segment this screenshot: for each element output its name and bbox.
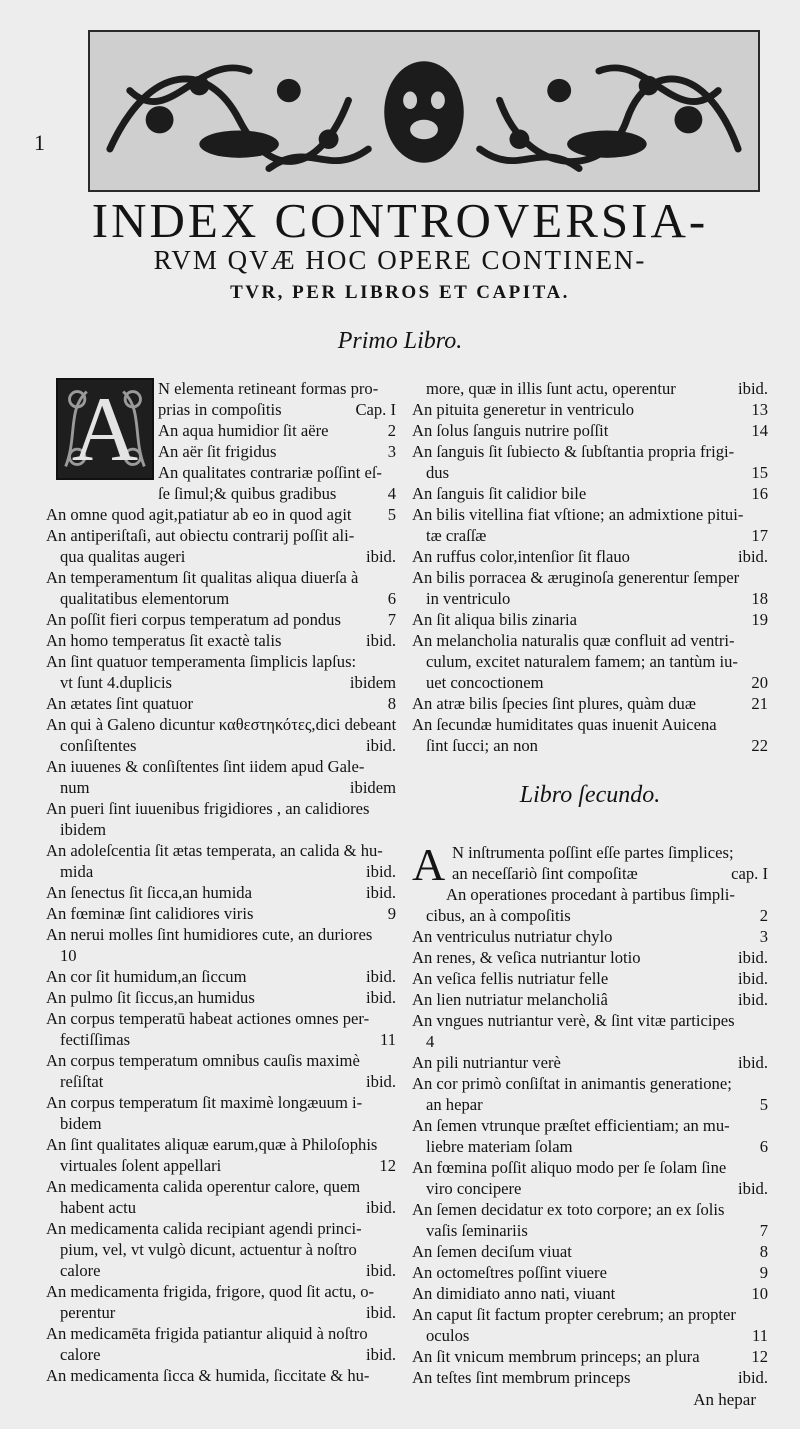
index-entry-text: An ſemen decidatur ex toto corpore; an ex ſolis [412, 1200, 725, 1219]
decorative-woodcut-banner [88, 30, 760, 192]
index-entry-page: ibid. [738, 379, 768, 398]
index-entry-page: 14 [751, 421, 768, 440]
index-entry-text: An operationes procedant à partibus ſimpli- [446, 885, 735, 904]
index-entry-page: ibid. [738, 1179, 768, 1198]
page-mark: 1 [34, 130, 45, 155]
index-entry-page: ibid. [738, 948, 768, 967]
index-entry-text: An nerui molles ſint humidiores cute, an duriores [46, 925, 373, 944]
index-entry-page: 8 [759, 1242, 768, 1261]
index-entry-text: An bilis vitellina fiat vſtione; an admixtione pitui- [412, 505, 744, 524]
index-entry-text: An adoleſcentia ſit ætas temperata, an calida & hu- [46, 841, 383, 860]
index-entry-page: ibid. [366, 862, 396, 881]
index-entry-text: An medicamenta frigida, frigore, quod ſit actu, o- [46, 1282, 375, 1301]
index-entry-text: An ventriculus nutriatur chylo [412, 927, 613, 946]
index-entry-text: An iuuenes & conſiſtentes ſint iidem apud Gale- [46, 757, 365, 776]
index-entry-page: 2 [387, 421, 396, 440]
index-entry-page: ibid. [366, 736, 396, 755]
index-entry-page: 7 [387, 610, 396, 629]
index-entry-page: 6 [387, 589, 396, 608]
right-index-column-primo [412, 378, 768, 758]
index-entry-text: fectiſſimas [60, 1030, 131, 1049]
index-entry-text: An aër ſit frigidus [158, 442, 277, 461]
drop-cap-letter: A [71, 378, 139, 480]
index-entry-page: 9 [759, 1263, 768, 1282]
index-entry-text: perentur [60, 1303, 116, 1322]
index-entry-page: cap. I [731, 864, 768, 883]
left-index-column [46, 378, 396, 1388]
index-entry-text: vt ſunt 4.duplicis [60, 673, 173, 692]
index-entry-text: An fœmina poſſit aliquo modo per ſe ſolam ſine [412, 1158, 727, 1177]
index-entry-text: num [60, 778, 90, 797]
index-entry-text: An corpus temperatum ſit maximè longæuum i- [46, 1093, 363, 1112]
index-entry-text: An ruffus color,intenſior ſit flauo [412, 547, 630, 566]
index-entry-text: An veſica fellis nutriatur felle [412, 969, 609, 988]
index-entry-text: cibus, an à compoſitis [426, 906, 571, 925]
index-entry-text: pium, vel, vt vulgò dicunt, actuentur à noſtro [60, 1240, 357, 1259]
index-entry-text: an neceſſariò ſint compoſitæ [452, 864, 638, 883]
index-entry-text: An melancholia naturalis quæ confluit ad ventri- [412, 631, 735, 650]
index-entry-text: An pueri ſint iuuenibus frigidiores , an calidiores [46, 799, 370, 818]
index-entry-text: An ſit aliqua bilis zinaria [412, 610, 577, 629]
index-entry-page: ibid. [366, 1072, 396, 1091]
index-entry-page: 5 [387, 505, 396, 524]
index-entry-text: An temperamentum ſit qualitas aliqua diuerſa à [46, 568, 359, 587]
index-entry-text: An ſanguis ſit ſubiecto & ſubſtantia propria frigi- [412, 442, 735, 461]
index-entry-page: ibid. [738, 547, 768, 566]
index-entry-page: 4 [387, 484, 396, 503]
index-entry-page: 17 [751, 526, 768, 545]
ornament-icon [90, 32, 758, 190]
index-entry-page: ibid. [366, 547, 396, 566]
index-entry-page: ibid. [366, 967, 396, 986]
index-entry-page: 12 [751, 1347, 768, 1366]
index-entry-page: ibid. [366, 883, 396, 902]
index-entry-text: An ætates ſint quatuor [46, 694, 194, 713]
index-entry-text: viro concipere [426, 1179, 522, 1198]
index-entry-text: an hepar [426, 1095, 483, 1114]
index-entry-page: Cap. I [355, 400, 396, 419]
index-entry-page: 6 [759, 1137, 768, 1156]
index-entry-page: 16 [751, 484, 768, 503]
index-entry-text: An corpus temperatū habeat actiones omnes per- [46, 1009, 370, 1028]
index-entry-text: An ſit vnicum membrum princeps; an plura [412, 1347, 700, 1366]
index-entry-text: ſint ſucci; an non [426, 736, 538, 755]
index-entry-page: 22 [751, 736, 768, 755]
index-entry-text: oculos [426, 1326, 470, 1345]
index-entry-text: An pituita generetur in ventriculo [412, 400, 635, 419]
index-title-line-2: RVM QVÆ HOC OPERE CONTINEN- [153, 245, 647, 275]
index-entry-page: 2 [759, 906, 768, 925]
index-entry-text: calore [60, 1345, 101, 1364]
index-entry-text: N elementa retineant formas pro- [158, 379, 379, 398]
second-drop-cap: A [412, 839, 446, 890]
index-entry-page: 11 [752, 1326, 768, 1345]
right-index-column-secundo [412, 839, 768, 1387]
index-entry-text: An atræ bilis ſpecies ſint plures, quàm duæ [412, 694, 696, 713]
index-entry-page: ibid. [366, 1345, 396, 1364]
index-entry-text: bidem [60, 1114, 102, 1133]
index-entry-page: ibid. [366, 1261, 396, 1280]
index-entry-text: An ſolus ſanguis nutrire poſſit [412, 421, 609, 440]
index-entry-text: An poſſit fieri corpus temperatum ad pondus [46, 610, 341, 629]
index-entry-text: qua qualitas augeri [60, 547, 186, 566]
index-entry-text: An bilis porracea & æruginoſa generentur ſemper [412, 568, 740, 587]
index-entry-text: uet concoctionem [426, 673, 544, 692]
index-entry-text: in ventriculo [426, 589, 511, 608]
index-entry-text: 10 [60, 946, 77, 965]
index-entry-page: 3 [759, 927, 768, 946]
index-entry-text: An lien nutriatur melancholiâ [412, 990, 608, 1009]
index-entry-page: 11 [380, 1030, 396, 1049]
index-entry-text: ſe ſimul;& quibus gradibus [158, 484, 337, 503]
index-entry-text: conſiſtentes [60, 736, 137, 755]
index-entry-text: An renes, & veſica nutriantur lotio [412, 948, 641, 967]
index-entry-text: An pulmo ſit ſiccus,an humidus [46, 988, 255, 1007]
index-entry-text: An pili nutriantur verè [412, 1053, 561, 1072]
index-entry-page: 3 [387, 442, 396, 461]
index-entry-text: calore [60, 1261, 101, 1280]
index-entry-page: 5 [759, 1095, 768, 1114]
index-entry-page: 10 [751, 1284, 768, 1303]
index-entry-text: An medicamenta calida recipiant agendi princi- [46, 1219, 362, 1238]
index-entry-text: more, quæ in illis ſunt actu, operentur [426, 379, 676, 398]
index-entry-text: An ſemen vtrunque præſtet efficientiam; an mu- [412, 1116, 730, 1135]
index-entry-text: reſiſtat [60, 1072, 104, 1091]
index-entry-text: virtuales ſolent appellari [60, 1156, 222, 1175]
index-entry-text: mida [60, 862, 94, 881]
index-entry-page: 21 [751, 694, 768, 713]
index-entry-page: 20 [751, 673, 768, 692]
index-entry-text: An omne quod agit,patiatur ab eo in quod agit [46, 505, 352, 524]
index-entry-text: An ſemen deciſum viuat [412, 1242, 572, 1261]
index-entry-text: An cor ſit humidum,an ſiccum [46, 967, 247, 986]
index-entry-text: An qui à Galeno dicuntur καθεστηκότες,dici debeant [46, 715, 397, 734]
index-entry-text: prias in compoſitis [158, 400, 282, 419]
index-entry-text: ibidem [60, 820, 107, 839]
index-entry-text: habent actu [60, 1198, 137, 1217]
index-entry-page: ibid. [366, 1198, 396, 1217]
index-entry-page: ibid. [366, 988, 396, 1007]
index-entry-text: An ſint quatuor temperamenta ſimplicis lapſus: [46, 652, 357, 671]
index-entry-text: An corpus temperatum omnibus cauſis maximè [46, 1051, 360, 1070]
index-entry-page: 13 [751, 400, 768, 419]
index-entry-text: culum, excitet naturalem famem; an tantùm iu- [426, 652, 738, 671]
index-entry-text: An ſecundæ humiditates quas inuenit Auicena [412, 715, 717, 734]
index-entry-text: An ſanguis ſit calidior bile [412, 484, 587, 503]
index-entry-page: 18 [751, 589, 768, 608]
index-entry-page: 8 [387, 694, 396, 713]
index-entry-text: An medicamenta ſicca & humida, ſiccitate & hu- [46, 1366, 370, 1385]
index-entry-text: An cor primò conſiſtat in animantis generatione; [412, 1074, 732, 1093]
index-entry-text: An dimidiato anno nati, viuant [412, 1284, 616, 1303]
index-entry-page: ibid. [738, 990, 768, 1009]
index-title-line-1: INDEX CONTROVERSIA- [91, 193, 709, 248]
index-entry-page: 12 [379, 1156, 396, 1175]
index-entry-text: N inſtrumenta poſſint eſſe partes ſimplices; [452, 843, 734, 862]
index-title-line-3: TVR, PER LIBROS ET CAPITA. [230, 282, 570, 303]
index-entry-text: An homo temperatus ſit exactè talis [46, 631, 282, 650]
index-entry-text: tæ craſſæ [426, 526, 487, 545]
index-entry-text: An teſtes ſint membrum princeps [412, 1368, 631, 1387]
index-entry-page: ibid. [366, 1303, 396, 1322]
index-entry-text: vaſis ſeminariis [426, 1221, 528, 1240]
index-entry-page: ibid. [366, 631, 396, 650]
catchword: An hepar [693, 1390, 756, 1409]
index-entry-text: qualitatibus elementorum [60, 589, 230, 608]
index-entry-page: 15 [751, 463, 768, 482]
index-entry-text: 4 [426, 1032, 435, 1051]
index-entry-page: ibid. [738, 1053, 768, 1072]
index-entry-text: An vngues nutriantur verè, & ſint vitæ participes [412, 1011, 735, 1030]
index-entry-page: 7 [759, 1221, 768, 1240]
index-entry-text: An octomeſtres poſſint viuere [412, 1263, 607, 1282]
section-heading-primo: Primo Libro. [337, 328, 463, 354]
index-entry-text: liebre materiam ſolam [426, 1137, 573, 1156]
index-entry-text: An qualitates contrariæ poſſint eſ- [158, 463, 382, 482]
index-entry-text: dus [426, 463, 450, 482]
section-heading-secundo: Libro ſecundo. [519, 782, 661, 808]
index-entry-text: An medicamēta frigida patiantur aliquid à noſtro [46, 1324, 368, 1343]
index-entry-text: An ſint qualitates aliquæ earum,quæ à Philoſophis [46, 1135, 378, 1154]
index-entry-text: An medicamenta calida operentur calore, quem [46, 1177, 361, 1196]
index-entry-page: ibid. [738, 969, 768, 988]
index-entry-page: 19 [751, 610, 768, 629]
index-entry-page: 9 [387, 904, 396, 923]
index-entry-page: ibidem [349, 778, 396, 797]
index-entry-text: An fœminæ ſint calidiores viris [46, 904, 254, 923]
index-entry-page: ibid. [738, 1368, 768, 1387]
index-entry-text: An ſenectus ſit ſicca,an humida [46, 883, 252, 902]
index-entry-text: An caput ſit factum propter cerebrum; an propter [412, 1305, 736, 1324]
index-entry-text: An antiperiſtaſi, aut obiectu contrarij poſſit ali- [46, 526, 355, 545]
index-entry-text: An aqua humidior ſit aëre [158, 421, 329, 440]
index-entry-page: ibidem [349, 673, 396, 692]
